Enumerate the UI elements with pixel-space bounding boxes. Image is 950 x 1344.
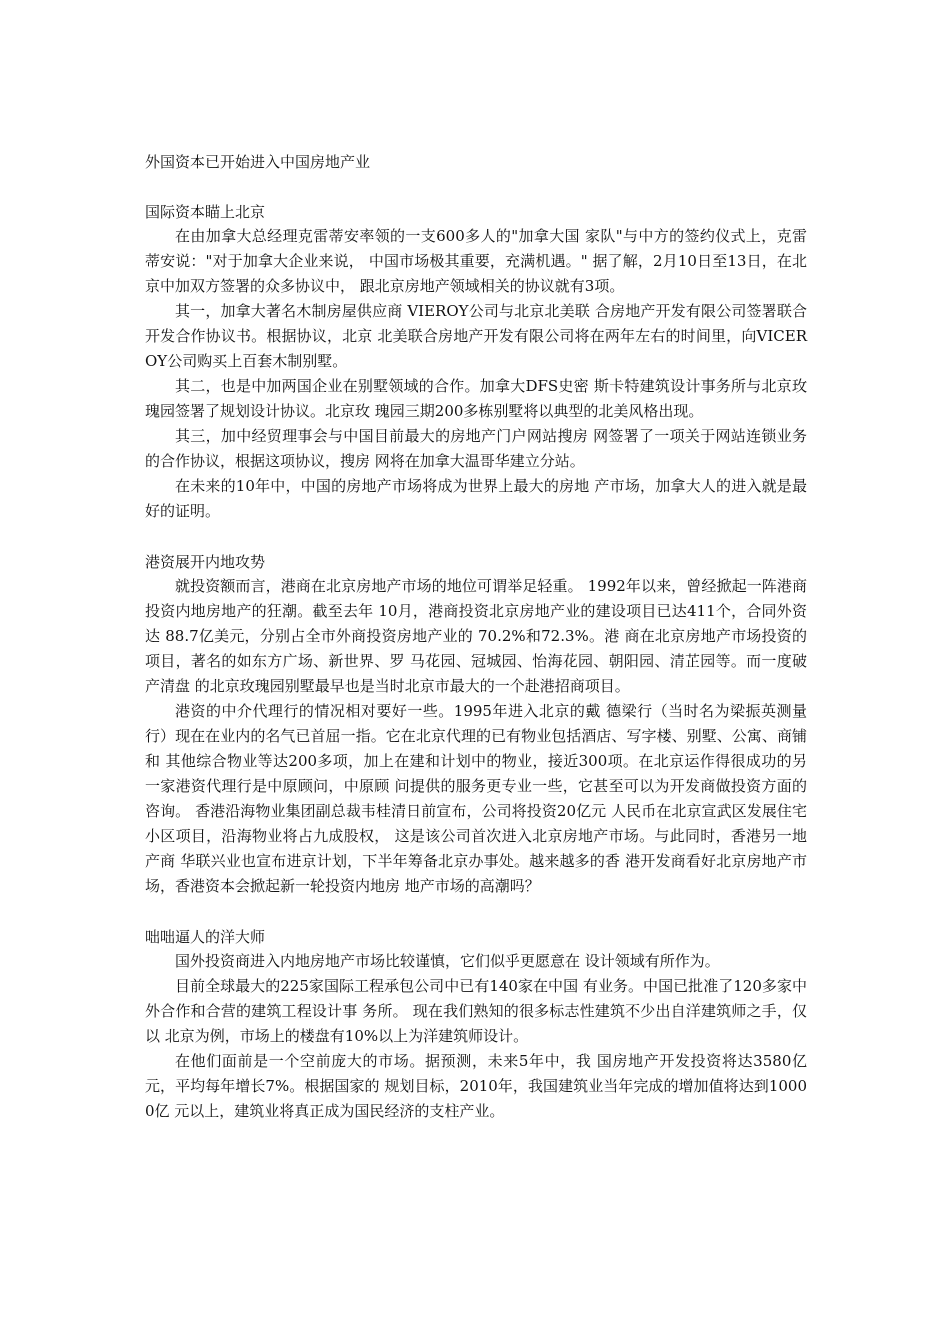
paragraph: 在由加拿大总经理克雷蒂安率领的一支600多人的"加拿大国 家队"与中方的签约仪式上，克雷蒂安说："对于加拿大企业来说， 中国市场极其重要，充满机遇。" 据了解，2月10日至13日，在北京中加双方签署的众多协议中， 跟北京房地产领域相关的协议就有3项。 [145,227,807,295]
section-international-capital [145,200,807,524]
document-page [145,150,807,1150]
paragraph: 在他们面前是一个空前庞大的市场。据预测，未来5年中，我 国房地产开发投资将达3580亿元，平均每年增长7%。根据国家的 规划目标，2010年，我国建筑业当年完成的增加值将达到10000亿 元以上，建筑业将真正成为国民经济的支柱产业。 [145,1052,807,1120]
paragraph: 就投资额而言，港商在北京房地产市场的地位可谓举足轻重。 1992年以来，曾经掀起一阵港商投资内地房地产的狂潮。截至去年 10月，港商投资北京房地产业的建设项目已达411个，合同外资达 88.7亿美元，分别占全市外商投资房地产业的 70.2%和72.3%。港 商在北京房地产市场投资的项目，著名的如东方广场、新世界、罗 马花园、冠城园、怡海花园、朝阳园、清芷园等。而一度破产清盘 的北京玫瑰园别墅最早也是当时北京市最大的一个赴港招商项目。 [145,577,807,695]
paragraph: 其一，加拿大著名木制房屋供应商 VIEROY公司与北京北美联 合房地产开发有限公司签署联合开发合作协议书。根据协议，北京 北美联合房地产开发有限公司将在两年左右的时间里，向VICEROY公司购买上百套木制别墅。 [145,302,807,370]
section-heading: 国际资本瞄上北京 [145,203,266,221]
paragraph: 国外投资商进入内地房地产市场比较谨慎，它们似乎更愿意在 设计领域有所作为。 [175,952,720,970]
section-heading: 港资展开内地攻势 [145,553,266,571]
document-title: 外国资本已开始进入中国房地产业 [145,153,371,171]
paragraph: 港资的中介代理行的情况相对要好一些。1995年进入北京的戴 德梁行（当时名为梁振英测量行）现在在业内的名气已首屈一指。它在北京代理的已有物业包括酒店、写字楼、别墅、公寓、商铺和 其他综合物业等达200多项，加上在建和计划中的物业，接近300项。在北京运作得很成功的另一家港资代理行是中原顾问，中原顾 问提供的服务更专业一些，它甚至可以为开发商做投资方面的咨询。 香港沿海物业集团副总裁韦桂清日前宣布，公司将投资20亿元 人民币在北京宣武区发展住宅小区项目，沿海物业将占九成股权， 这是该公司首次进入北京房地产市场。与此同时，香港另一地产商 华联兴业也宣布进京计划，下半年筹备北京办事处。越来越多的香 港开发商看好北京房地产市场，香港资本会掀起新一轮投资内地房 地产市场的高潮吗？ [145,702,807,895]
paragraph: 其二，也是中加两国企业在别墅领域的合作。加拿大DFS史密 斯卡特建筑设计事务所与北京玫瑰园签署了规划设计协议。北京玫 瑰园三期200多栋别墅将以典型的北美风格出现。 [145,377,807,420]
paragraph: 其三，加中经贸理事会与中国目前最大的房地产门户网站搜房 网签署了一项关于网站连锁业务的合作协议，根据这项协议，搜房 网将在加拿大温哥华建立分站。 [145,427,807,470]
paragraph: 目前全球最大的225家国际工程承包公司中已有140家在中国 有业务。中国已批准了120多家中外合作和合营的建筑工程设计事 务所。 现在我们熟知的很多标志性建筑不少出自洋建筑师之手，仅以 北京为例，市场上的楼盘有10%以上为洋建筑师设计。 [145,977,807,1045]
section-hong-kong-capital [145,550,807,899]
section-foreign-architects [145,925,807,1124]
paragraph: 在未来的10年中，中国的房地产市场将成为世界上最大的房地 产市场，加拿大人的进入就是最好的证明。 [145,477,807,520]
section-heading: 咄咄逼人的洋大师 [145,928,266,946]
